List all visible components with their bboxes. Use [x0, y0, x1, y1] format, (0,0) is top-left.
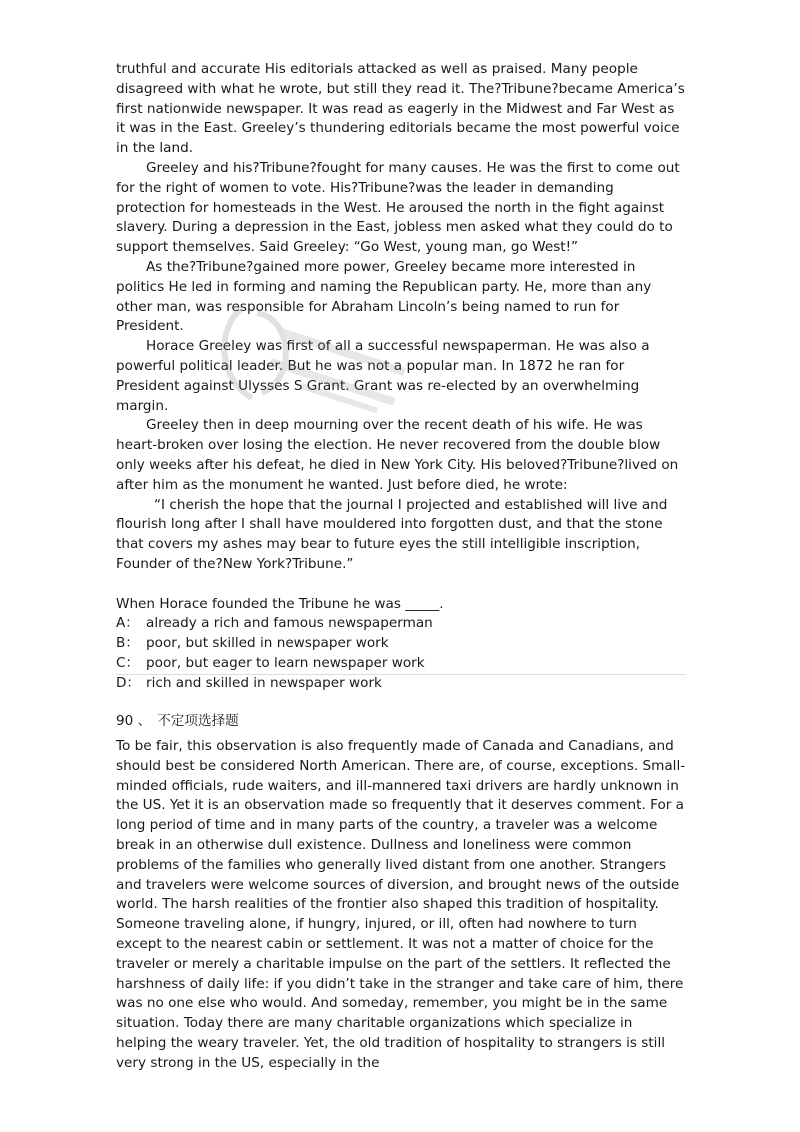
question-type: 不定项选择题 — [157, 713, 239, 729]
option-text: poor, but skilled in newspaper work — [146, 635, 389, 652]
passage-2 — [116, 737, 686, 1074]
quote-paragraph: “I cherish the hope that the journal I projected and established will live and flourish long after I shall have mouldered into forgotten dust, and that the stone that covers my ashes may bear to future eyes the still intelligible inscription, Founder of the?New York?Tribune.” — [116, 496, 668, 572]
option-d[interactable] — [116, 674, 686, 694]
paragraph: Greeley and his?Tribune?fought for many causes. He was the first to come out for the right of women to vote. His?Tribune?was the leader in demanding protection for homesteads in the West. He aroused the north in the fight against slavery. During a depression in the East, jobless men asked what they could do to support themselves. Said Greeley: “Go West, young man, go West!” — [116, 159, 680, 256]
option-c[interactable] — [116, 654, 686, 674]
options-list — [116, 614, 686, 693]
question-stem: When Horace founded the Tribune he was _____. — [116, 595, 444, 612]
option-text: rich and skilled in newspaper work — [146, 674, 382, 691]
paragraph: As the?Tribune?gained more power, Greeley became more interested in politics He led in forming and naming the Republican party. He, more than any other man, was responsible for Abraham Lincoln’s being named to run for President. — [116, 258, 652, 335]
section-divider — [116, 674, 686, 675]
option-key: D： — [116, 674, 141, 691]
question-number: 90 、 — [116, 713, 152, 729]
option-text: already a rich and famous newspaperman — [146, 615, 433, 632]
paragraph: Greeley then in deep mourning over the recent death of his wife. He was heart-broken over losing the election. He never recovered from the double blow only weeks after his defeat, he died in New York City. His beloved?Tribune?lived on after him as the monument he wanted. Just before died, he wrote: — [116, 417, 679, 493]
paragraph: To be fair, this observation is also frequently made of Canada and Canadians, and should best be considered North American. There are, of course, exceptions. Small-minded officials, rude waiters, and ill-mannered taxi drivers are hardly unknown in the US. Yet it is an observation made so frequently that it deserves comment. For a long period of time and in many parts of the country, a traveler was a welcome break in an otherwise dull existence. Dullness and loneliness were common problems of the families who generally lived distant from one another. Strangers and travelers were welcome sources of diversion, and brought news of the outside world. The harsh realities of the frontier also shaped this tradition of hospitality. Someone traveling alone, if hungry, injured, or ill, often had nowhere to turn except to the nearest cabin or settlement. It was not a matter of choice for the traveler or merely a charitable impulse on the part of the settlers. It reflected the harshness of daily life: if you didn’t take in the stranger and take care of him, there was no one else who would. And someday, remember, you might be in the same situation. Today there are many charitable organizations which specialize in helping the weary traveler. Yet, the old tradition of hospitality to strangers is still very strong in the US, especially in the — [116, 738, 686, 1071]
paragraph: truthful and accurate His editorials attacked as well as praised. Many people disagreed with what he wrote, but still they read it. The?Tribune?became America’s first nationwide newspaper. It was read as eagerly in the Midwest and Far West as it was in the East. Greeley’s thundering editorials became the most powerful voice in the land. — [116, 61, 685, 157]
option-b[interactable] — [116, 634, 686, 654]
paragraph: Horace Greeley was first of all a successful newspaperman. He was also a powerful political leader. But he was not a popular man. In 1872 he ran for President against Ulysses S Grant. Grant was re-elected by an overwhelming margin. — [116, 338, 650, 414]
passage-1 — [116, 60, 686, 694]
option-a[interactable] — [116, 614, 686, 634]
option-key: A： — [116, 615, 139, 632]
option-text: poor, but eager to learn newspaper work — [146, 654, 425, 671]
option-key: C： — [116, 654, 140, 671]
option-key: B： — [116, 635, 139, 652]
question-header — [116, 712, 239, 732]
